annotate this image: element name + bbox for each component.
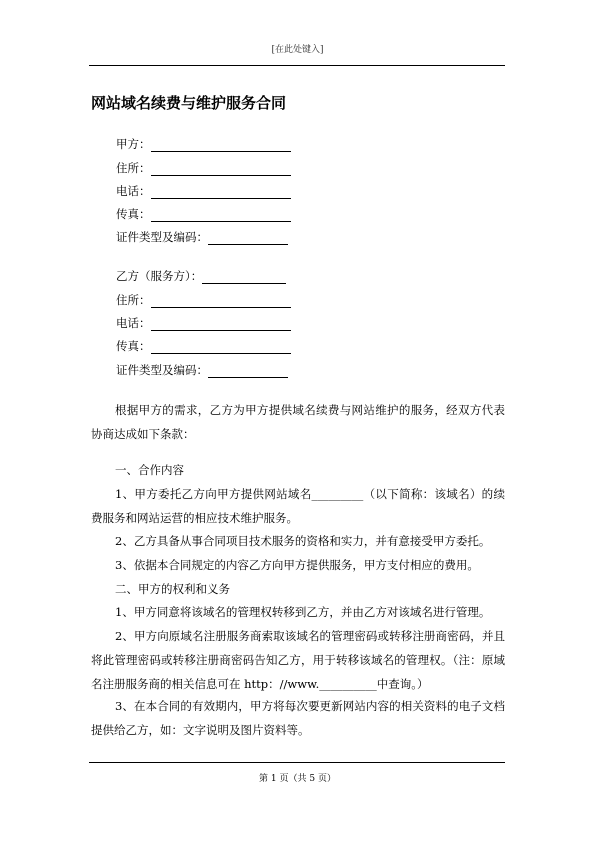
- header-placeholder-text: [在此处键入]: [271, 45, 324, 55]
- party-b-id-blank: [208, 365, 288, 378]
- party-a-phone-field: [116, 183, 291, 199]
- party-a-address-label: 住所：: [116, 161, 151, 175]
- party-b-address-blank: [151, 295, 291, 308]
- party-a-phone-label: 电话：: [116, 184, 151, 198]
- clause-1-1: 1、甲方委托乙方向甲方提供网站域名_________（以下简称：该域名）的续费服务和网站运营的相应技术维护服务。: [91, 487, 505, 525]
- clause-2-1: 1、甲方同意将该域名的管理权转移到乙方，并由乙方对该域名进行管理。: [115, 605, 491, 619]
- header-divider: [89, 65, 505, 66]
- party-a-name-blank: [151, 139, 291, 152]
- party-b-address-field: [116, 292, 291, 308]
- clause-1-3: 3、依据本合同规定的内容乙方向甲方提供服务，甲方支付相应的费用。: [115, 558, 479, 572]
- party-a-name-field: [116, 136, 291, 152]
- party-a-fax-label: 传真：: [116, 207, 151, 221]
- party-a-id-label: 证件类型及编码：: [116, 230, 208, 244]
- party-b-fax-label: 传真：: [116, 339, 151, 353]
- party-a-address-field: [116, 160, 291, 176]
- party-b-phone-field: [116, 315, 291, 331]
- clause-2-2: 2、甲方向原域名注册服务商索取该域名的管理密码或转移注册商密码，并且将此管理密码或转移注册商密码告知乙方，用于转移该域名的管理权。（注：原域名注册服务商的相关信息可在 http：//www.__________中查询。）: [91, 629, 505, 691]
- section-heading-party-a-rights: 二、甲方的权利和义务: [115, 582, 230, 596]
- party-a-id-field: [116, 229, 288, 245]
- party-a-name-label: 甲方：: [116, 137, 151, 151]
- intro-paragraph: 根据甲方的需求，乙方为甲方提供域名续费与网站维护的服务，经双方代表协商达成如下条款：: [91, 403, 505, 441]
- party-b-id-field: [116, 362, 288, 378]
- clause-2-3: 3、在本合同的有效期内，甲方将每次要更新网站内容的相关资料的电子文档提供给乙方，如：文字说明及图片资料等。: [91, 699, 505, 737]
- party-b-phone-blank: [151, 318, 291, 331]
- section-heading-cooperation: 一、合作内容: [115, 463, 184, 477]
- footer-divider: [89, 762, 505, 763]
- party-a-address-blank: [151, 163, 291, 176]
- party-b-name-blank: [202, 271, 286, 284]
- party-b-address-label: 住所：: [116, 293, 151, 307]
- party-b-id-label: 证件类型及编码：: [116, 363, 208, 377]
- party-b-name-label: 乙方（服务方）：: [116, 269, 203, 283]
- document-title: 网站域名续费与维护服务合同: [91, 94, 287, 112]
- party-a-fax-blank: [151, 209, 291, 222]
- party-a-id-blank: [208, 232, 288, 245]
- party-b-fax-blank: [151, 341, 291, 354]
- party-b-fax-field: [116, 338, 291, 354]
- party-a-fax-field: [116, 206, 291, 222]
- party-a-phone-blank: [151, 186, 291, 199]
- page-number: 第 1 页（共 5 页）: [259, 774, 336, 784]
- clause-1-2: 2、乙方具备从事合同项目技术服务的资格和实力，并有意接受甲方委托。: [115, 534, 491, 548]
- party-b-name-field: [116, 268, 286, 284]
- party-b-phone-label: 电话：: [116, 316, 151, 330]
